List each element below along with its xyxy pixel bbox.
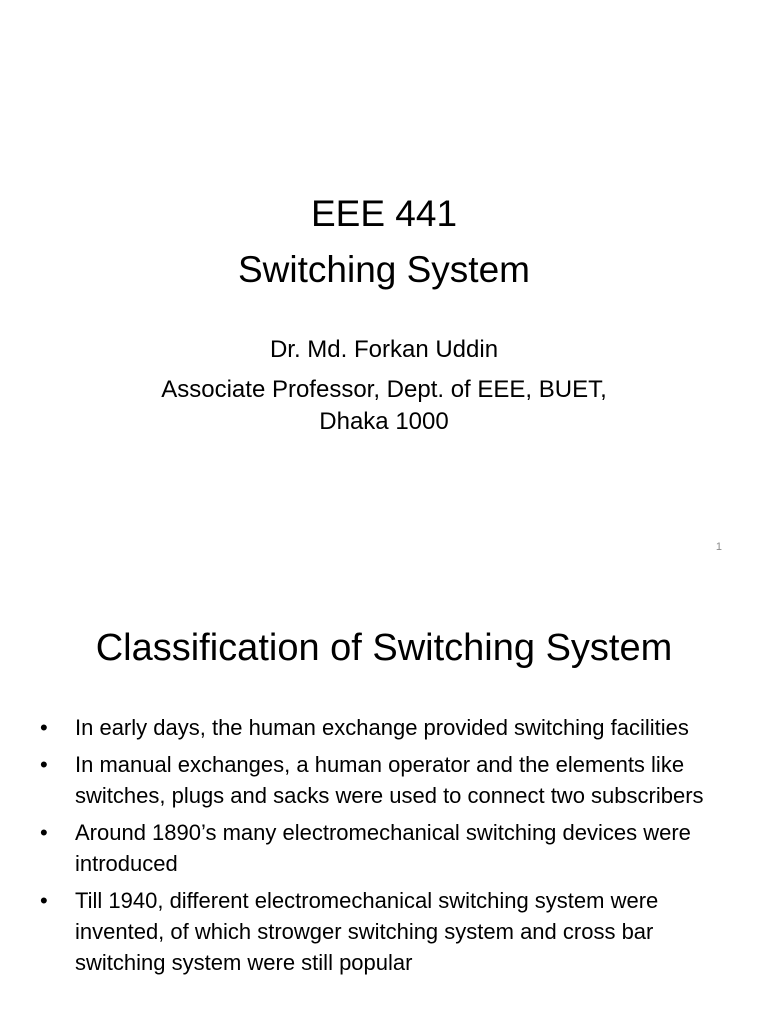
bullet-item <box>40 885 730 978</box>
bullet-icon: • <box>40 715 48 740</box>
author-affiliation: Associate Professor, Dept. of EEE, BUET, Dhaka 1000 <box>161 376 607 435</box>
bullet-text: Till 1940, different electromechanical switching system were invented, of which strowger switching system and cross bar switching system were still popular <box>75 888 659 975</box>
bullet-icon: • <box>40 820 48 845</box>
bullet-list <box>40 712 730 984</box>
author-name: Dr. Md. Forkan Uddin <box>269 336 499 363</box>
bullet-item <box>40 749 730 811</box>
bullet-item <box>40 712 730 743</box>
bullet-item <box>40 817 730 879</box>
bullet-icon: • <box>40 752 48 777</box>
slide-subtitle <box>0 332 768 438</box>
course-code: EEE 441 <box>310 193 458 234</box>
bullet-text: Around 1890’s many electromechanical switching devices were introduced <box>75 820 691 876</box>
slide-heading: Classification of Switching System <box>95 627 673 669</box>
bullet-icon: • <box>40 888 48 913</box>
course-name: Switching System <box>238 249 530 290</box>
slide-title <box>0 186 768 298</box>
bullet-text: In manual exchanges, a human operator and the elements like switches, plugs and sacks were used to connect two subscribers <box>75 752 704 808</box>
content-slide <box>0 576 768 1024</box>
slide-number: 1 <box>715 541 722 553</box>
bullet-text: In early days, the human exchange provided switching facilities <box>75 715 689 740</box>
